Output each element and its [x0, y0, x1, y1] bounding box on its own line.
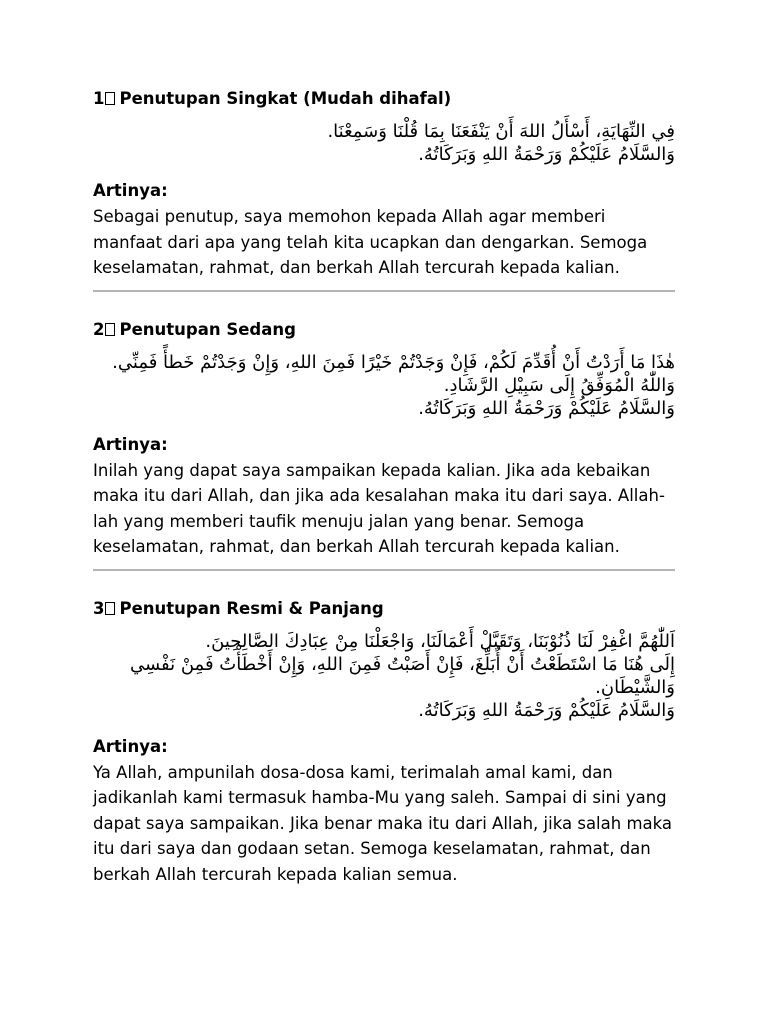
arabic-text: [93, 630, 675, 722]
section-title-text: Penutupan Resmi & Panjang: [119, 598, 384, 618]
section-title: [93, 319, 675, 341]
arabic-line: اَللّٰهُمَّ اغْفِرْ لَنَا ذُنُوْبَنَا، وَتَقَبَّلْ أَعْمَالَنَا، وَاجْعَلْنَا مِنْ عِبَادِكَ الصَّالِحِينَ.: [205, 630, 675, 652]
keycap-symbol-icon: [105, 92, 115, 105]
section-divider: [93, 569, 675, 571]
arabic-line: وَالسَّلَامُ عَلَيْكُمْ وَرَحْمَةُ اللهِ وَبَرَكَاتُهُ.: [418, 397, 675, 419]
arabic-text: [93, 120, 675, 166]
arabic-line: إِلَى هُنَا مَا اسْتَطَعْتُ أَنْ أُبَلِّغَ، فَإِنْ أَصَبْتُ فَمِنَ اللهِ، وَإِنْ أَخْطَأْتُ فَمِنْ نَفْسِي وَالشَّيْطَانِ.: [129, 653, 675, 698]
section-penutupan-sedang: [93, 319, 675, 560]
section-title-text: Penutupan Singkat (Mudah dihafal): [119, 89, 452, 108]
artinya-label: Artinya:: [93, 181, 168, 200]
section-penutupan-resmi: [93, 598, 675, 888]
keycap-symbol-icon: [105, 323, 115, 336]
translation-text: Sebagai penutup, saya memohon kepada Allah agar memberi manfaat dari apa yang telah kita ucapkan dan dengarkan. Semoga keselamatan, rahmat, dan berkah Allah tercurah kepada kalian.: [93, 207, 648, 277]
arabic-line: وَالسَّلَامُ عَلَيْكُمْ وَرَحْمَةُ اللهِ وَبَرَكَاتُهُ.: [418, 699, 675, 721]
translation-text: Ya Allah, ampunilah dosa-dosa kami, terimalah amal kami, dan jadikanlah kami termasuk hamba-Mu yang saleh. Sampai di sini yang dapat saya sampaikan. Jika benar maka itu dari Allah, jika salah maka itu dari saya dan godaan setan. Semoga keselamatan, rahmat, dan berkah Allah tercurah kepada kalian semua.: [93, 762, 673, 884]
section-title-text: Penutupan Sedang: [119, 319, 296, 339]
section-penutupan-singkat: [93, 88, 675, 281]
section-number: 3: [93, 598, 105, 618]
arabic-line: فِي النِّهَايَةِ، أَسْأَلُ اللهَ أَنْ يَنْفَعَنَا بِمَا قُلْنَا وَسَمِعْنَا.: [327, 121, 675, 142]
arabic-line: هٰذَا مَا أَرَدْتُ أَنْ أُقَدِّمَ لَكُمْ، فَإِنْ وَجَدْتُمْ خَيْرًا فَمِنَ اللهِ، وَإِنْ وَجَدْتُمْ خَطأً فَمِنِّي.: [112, 351, 675, 373]
arabic-text: [93, 351, 675, 420]
arabic-line: وَاللّٰهُ الْمُوَفِّقُ إِلَى سَبِيْلِ الرَّشَادِ.: [443, 374, 675, 396]
artinya-label: Artinya:: [93, 736, 168, 756]
keycap-symbol-icon: [105, 602, 115, 615]
arabic-line: وَالسَّلَامُ عَلَيْكُمْ وَرَحْمَةُ اللهِ وَبَرَكَاتُهُ.: [418, 144, 675, 165]
artinya-label: Artinya:: [93, 434, 168, 454]
section-number: 1: [93, 89, 105, 108]
translation-text: Inilah yang dapat saya sampaikan kepada kalian. Jika ada kebaikan maka itu dari Allah, dan jika ada kesalahan maka itu dari saya. Allah-lah yang memberi taufik menuju jalan yang benar. Semoga keselamatan, rahmat, dan berkah Allah tercurah kepada kalian.: [93, 460, 665, 556]
section-number: 2: [93, 319, 105, 339]
section-title: [93, 598, 675, 620]
section-title: [93, 88, 675, 110]
section-divider: [93, 290, 675, 292]
